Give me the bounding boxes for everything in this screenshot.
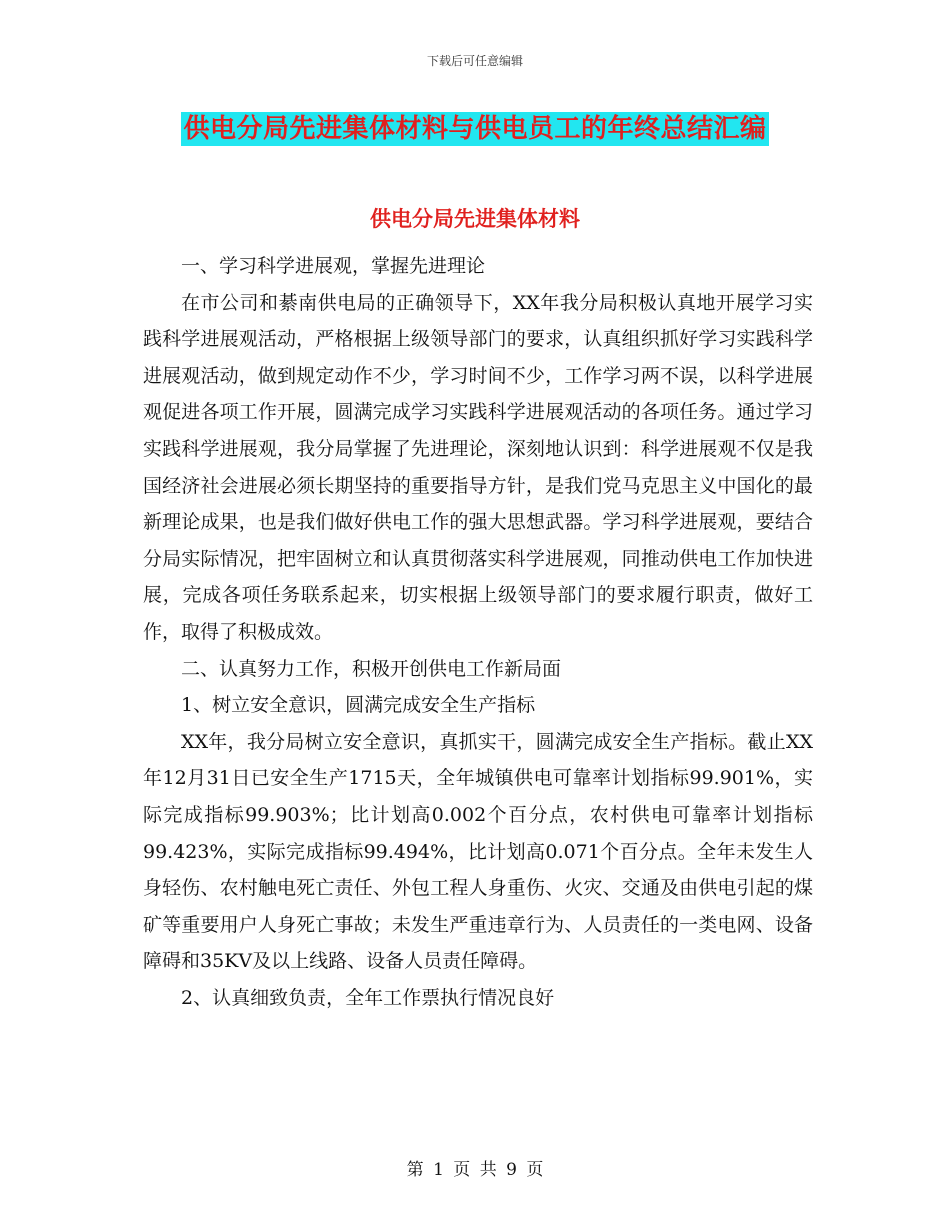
subheading-1: 1、树立安全意识，圆满完成安全生产指标 [181,694,536,717]
paragraph-1: 在市公司和綦南供电局的正确领导下，XX年我分局积极认真地开展学习实践科学进展观活动，严格根据上级领导部门的要求，认真组织抓好学习实践科学进展观活动，做到规定动作不少，学习时间不少，工作学习两不误，以科学进展观促进各项工作开展，圆满完成学习实践科学进展观活动的各项任务。通过学习实践科学进展观，我分局掌握了先进理论，深刻地认识到：科学进展观不仅是我国经济社会进展必须长期坚持的重要指导方针，是我们党马克思主义中国化的最新理论成果，也是我们做好供电工作的强大思想武器。学习科学进展观，要结合分局实际情况，把牢固树立和认真贯彻落实科学进展观，同推动供电工作加快进展，完成各项任务联系起来，切实根据上级领导部门的要求履行职责，做好工作，取得了积极成效。 [143,291,813,643]
header-note: 下载后可任意编辑 [426,54,523,68]
page-footer: 第 1 页 共 9 页 [406,1160,544,1180]
section-title: 供电分局先进集体材料 [370,206,580,231]
heading-2: 二、认真努力工作，积极开创供电工作新局面 [181,657,562,680]
body-text [143,248,813,1016]
main-title: 供电分局先进集体材料与供电员工的年终总结汇编 [183,114,767,144]
paragraph-2: XX年，我分局树立安全意识，真抓实干，圆满完成安全生产指标。截止XX年12月31日已安全生产1715天，全年城镇供电可靠率计划指标99.901%，实际完成指标99.903%；比计划高0.002个百分点，农村供电可靠率计划指标99.423%，实际完成指标99.494%，比计划高0.071个百分点。全年未发生人身轻伤、农村触电死亡责任、外包工程人身重伤、火灾、交通及由供电引起的煤矿等重要用户人身死亡事故；未发生严重违章行为、人员责任的一类电网、设备障碍和35KV及以上线路、设备人员责任障碍。 [143,730,813,973]
subheading-2: 2、认真细致负责，全年工作票执行情况良好 [181,986,555,1009]
heading-1: 一、学习科学进展观，掌握先进理论 [181,255,486,277]
main-title-container [0,112,950,146]
